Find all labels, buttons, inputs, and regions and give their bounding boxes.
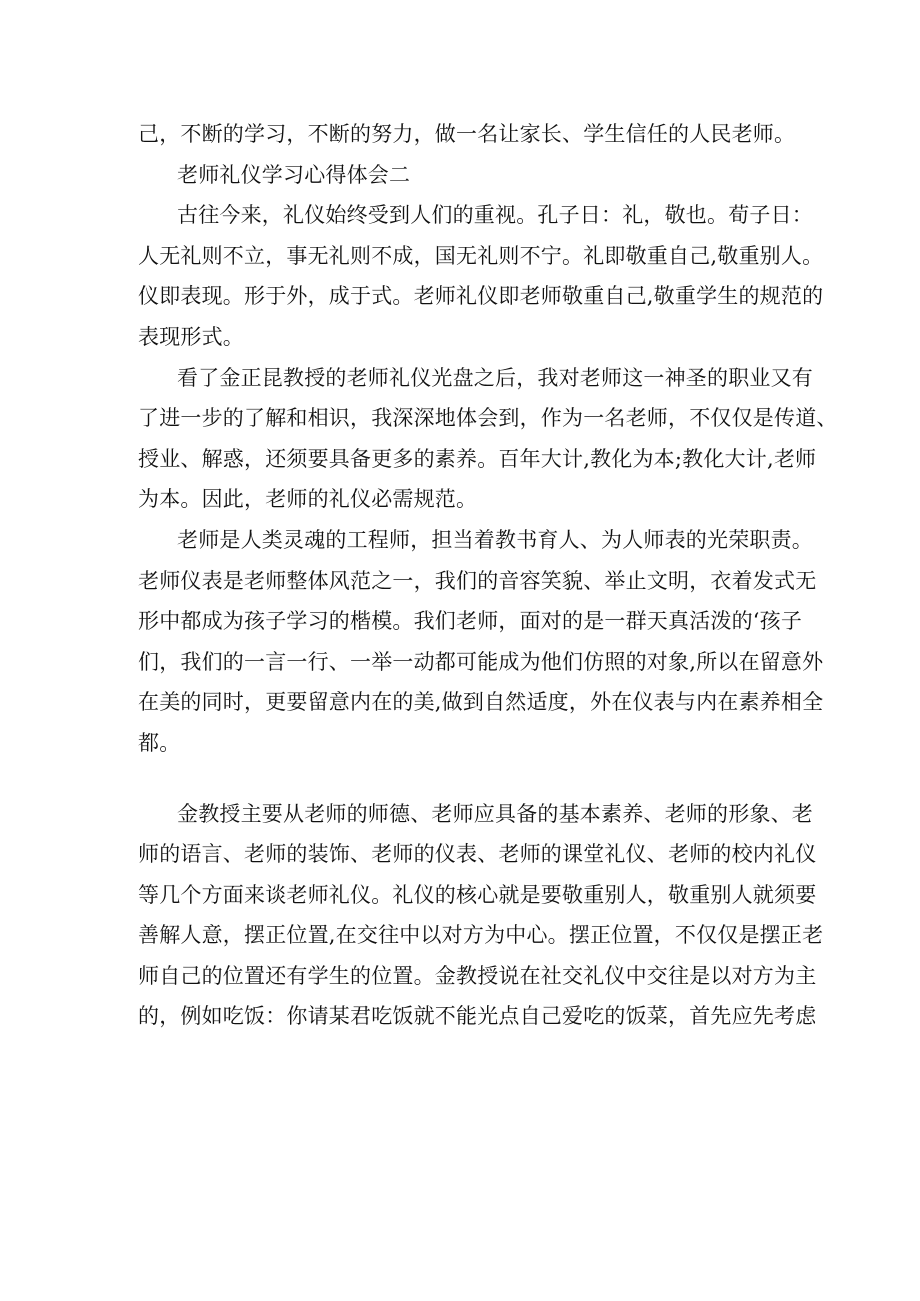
text-line: 老师仪表是老师整体风范之一，我们的音容笑貌、举止文明，衣着发式无 — [138, 568, 817, 593]
text-line: 仪即表现。形于外，成于式。老师礼仪即老师敬重自己,敬重学生的规范的 — [138, 284, 824, 309]
paragraph-gap — [138, 764, 798, 794]
text-line: 都。 — [138, 730, 181, 755]
text-line: 在美的同时，更要留意内在的美,做到自然适度，外在仪表与内在素养相全 — [138, 690, 824, 715]
text-line: 古往今来，礼仪始终受到人们的重视。孔子日：礼，敬也。荀子日： — [177, 203, 813, 228]
text-line: 为本。因此，老师的礼仪必需规范。 — [138, 487, 478, 512]
section-heading: 老师礼仪学习心得体会二 — [177, 162, 411, 187]
text-line: 师自己的位置还有学生的位置。金教授说在社交礼仪中交往是以对方为主 — [138, 963, 817, 988]
text-line: 形中都成为孩子学习的楷模。我们老师，面对的是一群天真活泼的‘孩子 — [138, 609, 803, 634]
text-line: 善解人意，摆正位置,在交往中以对方为中心。摆正位置，不仅仅是摆正老 — [138, 923, 824, 948]
text-line: 老师是人类灵魂的工程师，担当着教书育人、为人师表的光荣职责。 — [177, 527, 813, 552]
text-line: 的，例如吃饭：你请某君吃饭就不能光点自己爱吃的饭菜，首先应先考虑 — [138, 1004, 817, 1029]
document-page — [138, 114, 838, 1037]
text-line: 等几个方面来谈老师礼仪。礼仪的核心就是要敬重别人，敬重别人就须要 — [138, 882, 817, 907]
text-line: 看了金正昆教授的老师礼仪光盘之后，我对老师这一神圣的职业又有 — [177, 365, 813, 390]
text-line: 金教授主要从老师的师德、老师应具备的基本素养、老师的形象、老 — [177, 801, 813, 826]
text-line: 师的语言、老师的装饰、老师的仪表、老师的课堂礼仪、老师的校内礼仪 — [138, 842, 817, 867]
text-line: 授业、解惑，还须要具备更多的素养。百年大计,教化为本;教化大计,老师 — [138, 446, 817, 471]
text-line: 表现形式。 — [138, 324, 244, 349]
text-line: 们，我们的一言一行、一举一动都可能成为他们仿照的对象,所以在留意外 — [138, 649, 824, 674]
text-line: 己，不断的学习，不断的努力，做一名让家长、学生信任的人民老师。 — [138, 122, 796, 146]
text-line: 人无礼则不立，事无礼则不成，国无礼则不宁。礼即敬重自己,敬重别人。 — [138, 243, 824, 268]
text-line: 了进一步的了解和相识，我深深地体会到，作为一名老师，不仅仅是传道、 — [138, 406, 838, 431]
